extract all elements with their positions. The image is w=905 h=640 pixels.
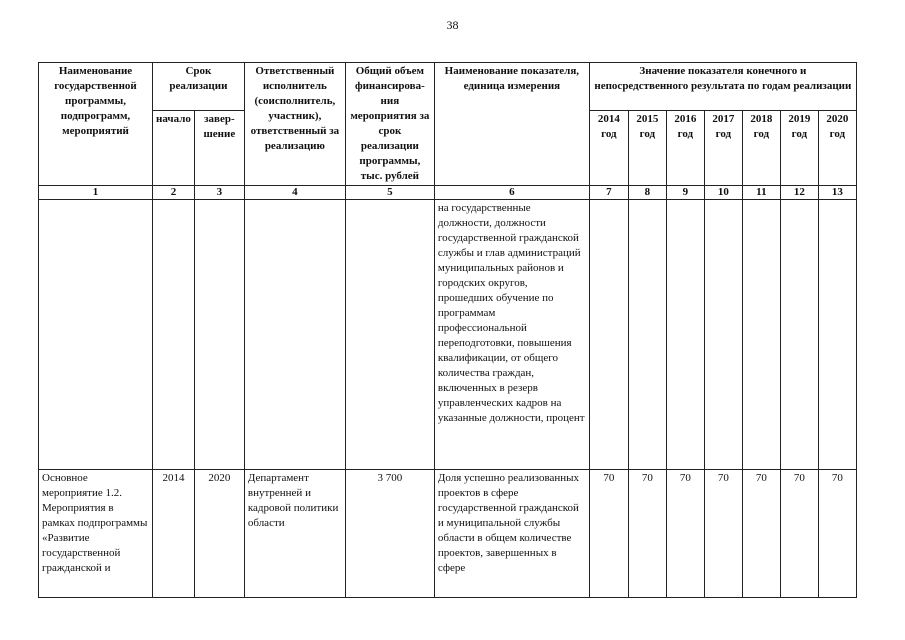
column-number: 7 [589, 186, 628, 200]
header-year-2014: 2014 год [589, 111, 628, 186]
table-row [39, 470, 857, 598]
column-number: 4 [244, 186, 345, 200]
cell-funding [345, 200, 434, 470]
header-funding: Общий объем финансирова-ния мероприятия за срок реализации программы, тыс. рублей [345, 63, 434, 186]
cell-responsible: Департамент внутренней и кадровой политики области [244, 470, 345, 598]
cell-start: 2014 [153, 470, 195, 598]
cell-funding: 3 700 [345, 470, 434, 598]
column-number: 9 [666, 186, 704, 200]
header-year-2018: 2018 год [742, 111, 780, 186]
cell-value [666, 200, 704, 470]
column-number: 3 [194, 186, 244, 200]
column-number: 8 [628, 186, 666, 200]
cell-value: 70 [589, 470, 628, 598]
cell-name [39, 200, 153, 470]
cell-value [780, 200, 818, 470]
column-number: 10 [704, 186, 742, 200]
column-number: 12 [780, 186, 818, 200]
header-name: Наименование государственной программы, подпрограмм, мероприятий [39, 63, 153, 186]
cell-value [818, 200, 856, 470]
header-row-1 [39, 63, 857, 111]
column-number: 2 [153, 186, 195, 200]
cell-name: Основное мероприятие 1.2. Мероприятия в рамках подпрограммы «Развитие государственной гражданской и [39, 470, 153, 598]
header-year-2016: 2016 год [666, 111, 704, 186]
header-end: завер-шение [194, 111, 244, 186]
cell-value [742, 200, 780, 470]
table-row [39, 200, 857, 470]
cell-value [628, 200, 666, 470]
program-table [38, 62, 857, 598]
cell-value: 70 [818, 470, 856, 598]
cell-value [704, 200, 742, 470]
column-number: 13 [818, 186, 856, 200]
cell-start [153, 200, 195, 470]
column-number: 11 [742, 186, 780, 200]
header-year-2020: 2020 год [818, 111, 856, 186]
cell-value: 70 [628, 470, 666, 598]
header-values-group: Значение показателя конечного и непосредственного результата по годам реализации [589, 63, 856, 111]
cell-end [194, 200, 244, 470]
column-number: 5 [345, 186, 434, 200]
cell-end: 2020 [194, 470, 244, 598]
header-year-2015: 2015 год [628, 111, 666, 186]
column-number: 6 [434, 186, 589, 200]
cell-indicator: Доля успешно реализованных проектов в сфере государственной гражданской и муниципальной службы области в общем количестве проектов, завершенных в сфере [434, 470, 589, 598]
header-start: начало [153, 111, 195, 186]
header-year-2017: 2017 год [704, 111, 742, 186]
cell-indicator: на государственные должности, должности государственной гражданской службы и глав администраций муниципальных районов и городских округов, прошедших обучение по программам профессиональной переподготовки, повышения квалификации, от общего количества граждан, включенных в резерв управленческих кадров на указанные должности, процент [434, 200, 589, 470]
cell-value: 70 [742, 470, 780, 598]
cell-responsible [244, 200, 345, 470]
cell-value: 70 [704, 470, 742, 598]
column-number: 1 [39, 186, 153, 200]
header-year-2019: 2019 год [780, 111, 818, 186]
cell-value: 70 [780, 470, 818, 598]
header-period: Срок реализации [153, 63, 245, 111]
header-responsible: Ответственный исполнитель (соисполнитель, участник), ответственный за реализацию [244, 63, 345, 186]
page-number: 38 [446, 18, 459, 32]
cell-value [589, 200, 628, 470]
column-number-row [39, 186, 857, 200]
cell-value: 70 [666, 470, 704, 598]
header-indicator: Наименование показателя, единица измерения [434, 63, 589, 186]
